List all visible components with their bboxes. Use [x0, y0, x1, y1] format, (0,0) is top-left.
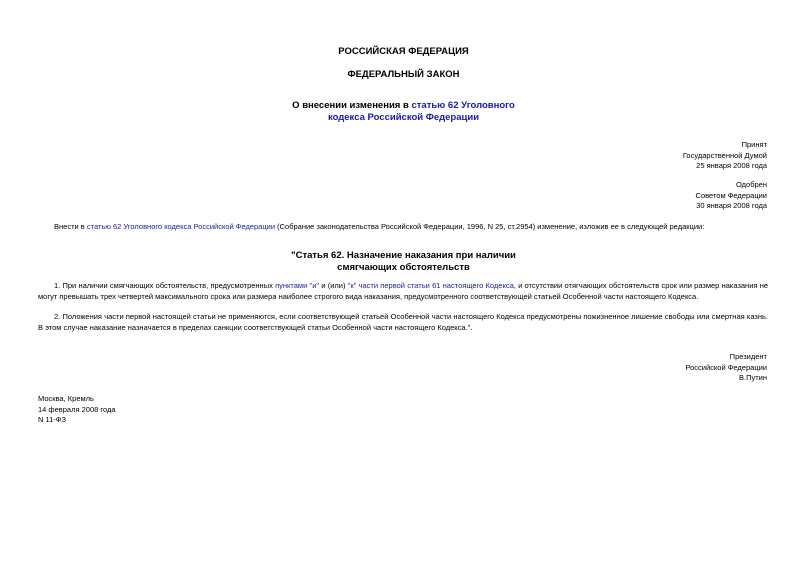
law-number: N 11-ФЗ [38, 415, 67, 424]
place-date: 14 февраля 2008 года [38, 404, 116, 414]
article-61-link[interactable]: "к" части первой статьи 61 настоящего Кодекса [347, 281, 514, 290]
intro-article-link[interactable]: статью 62 Уголовного кодекса Российской Федерации [86, 222, 276, 231]
adopted-date: 25 января 2008 года [696, 161, 767, 170]
signature-country: Российской Федерации [685, 362, 767, 372]
adopted-block [683, 140, 767, 172]
law-title-prefix: О внесении изменения в [292, 100, 412, 111]
law-title-line1 [0, 100, 807, 112]
article-62-link[interactable]: статью 62 Уголовного [411, 100, 515, 111]
approved-label: Одобрен [736, 180, 767, 189]
paragraph-1-prefix: 1. При наличии смягчающих обстоятельств, предусмотренных [54, 281, 276, 290]
approved-body: Советом Федерации [695, 190, 767, 200]
signature-title: Президент [729, 352, 767, 361]
place-city: Москва, Кремль [38, 394, 94, 403]
approved-date: 30 января 2008 года [696, 201, 767, 210]
article-title [0, 250, 807, 274]
paragraph-1-mid: и (или) [319, 281, 348, 290]
place-date-block [38, 394, 116, 426]
article-title-line2: смягчающих обстоятельств [337, 262, 470, 273]
adopted-label: Принят [741, 140, 767, 149]
signature-block [685, 352, 767, 384]
intro-prefix: Внести в [54, 222, 87, 231]
signature-name: В.Путин [739, 373, 767, 382]
criminal-code-link[interactable]: кодекса Российской Федерации [327, 112, 480, 123]
paragraph-2: 2. Положения части первой настоящей статьи не применяются, если соответствующей статьей Особенной части настоящего Кодекса предусмотрены пожизненное лишение свободы или смертная казнь. В этом случае наказание назначается в пределах санкции соответствующей статьи Особенной части настоящего Кодекса.". [38, 312, 768, 332]
paragraph-1 [38, 281, 768, 302]
intro-suffix: (Собрание законодательства Российской Федерации, 1996, N 25, ст.2954) изменение, изложив ее в следующей редакции: [275, 222, 705, 231]
law-title [0, 100, 807, 124]
article-title-line1: "Статья 62. Назначение наказания при наличии [291, 250, 516, 261]
country-heading: РОССИЙСКАЯ ФЕДЕРАЦИЯ [338, 46, 469, 57]
law-type-heading: ФЕДЕРАЛЬНЫЙ ЗАКОН [347, 69, 460, 80]
paragraph-1-suffix: , и отсутствии отягчающих обстоятельств срок или размер наказания не могут превышать трех четвертей максимального срока или размера наиболее строгого вида наказания, предусмотренного соответствующей статьей Особенной части настоящего Кодекса. [38, 281, 769, 301]
adopted-body: Государственной Думой [682, 150, 767, 160]
points-link[interactable]: пунктами "и" [275, 281, 320, 290]
intro-paragraph [38, 222, 768, 233]
approved-block [696, 180, 767, 212]
